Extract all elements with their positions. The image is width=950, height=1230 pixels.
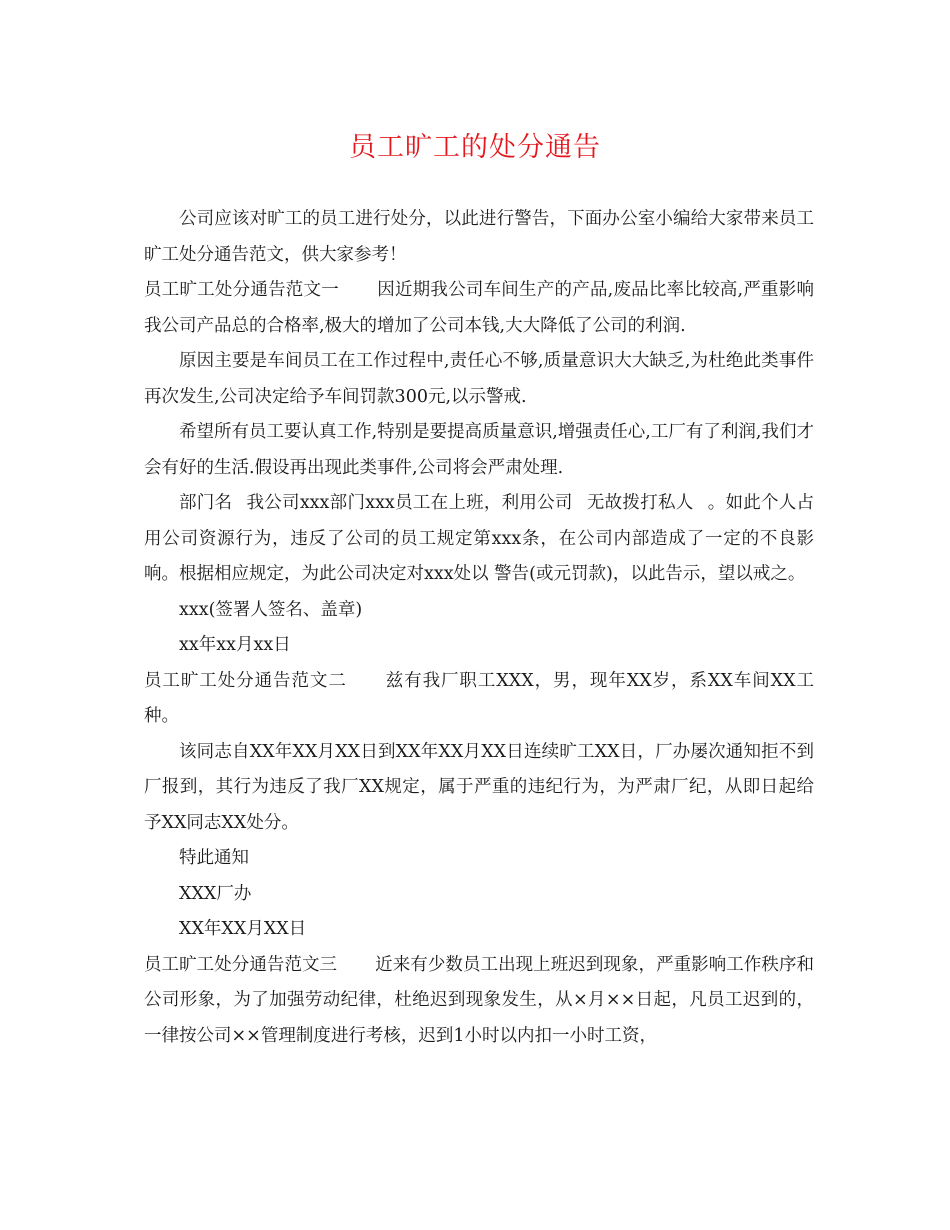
sample1-text-4a: 我公司xxx部门xxx员工在上班，利用公司 xyxy=(246,493,573,513)
sample2-heading: 员工旷工处分通告范文二 xyxy=(144,670,347,691)
document-title: 员工旷工的处分通告 xyxy=(349,132,601,163)
sample2-notice: 特此通知 xyxy=(179,848,249,868)
sample1-date: xx年xx月xx日 xyxy=(179,635,291,655)
sample3-paragraph-1 xyxy=(144,948,814,1055)
sample1-paragraph-2: 原因主要是车间员工在工作过程中,责任心不够,质量意识大大缺乏,为杜绝此类事件再次发生,公司决定给予车间罚款300元,以示警戒. xyxy=(144,351,814,407)
sample1-text-4c: 。如此个人占用公司资源行为，违反了公司的员工规定第xxx条，在公司内部造成了一定的不良影响。根据相应规定，为此公司决定对xxx处以 警告(或元罚款)，以此告示，望以戒之。 xyxy=(144,493,815,584)
sample2-issuer: XXX厂办 xyxy=(179,883,252,904)
sample2-paragraph-2: 该同志自XX年XX月XX日到XX年XX月XX日连续旷工XX日，厂办屡次通知拒不到厂报到，其行为违反了我厂XX规定，属于严重的违纪行为，为严肃厂纪，从即日起给予XX同志XX处分。 xyxy=(144,741,814,833)
sample3-heading: 员工旷工处分通告范文三 xyxy=(144,954,338,975)
sample1-paragraph-4 xyxy=(144,486,814,593)
sample1-heading: 员工旷工处分通告范文一 xyxy=(144,280,339,300)
sample1-paragraph-1 xyxy=(144,273,814,344)
document-body xyxy=(144,202,814,1054)
intro-paragraph: 公司应该对旷工的员工进行处分，以此进行警告，下面办公室小编给大家带来员工旷工处分通告范文，供大家参考！ xyxy=(144,209,814,265)
sample2-date: XX年XX月XX日 xyxy=(179,919,307,939)
sample1-paragraph-3: 希望所有员工要认真工作,特别是要提高质量意识,增强责任心,工厂有了利润,我们才会有好的生活.假设再出现此类事件,公司将会严肃处理. xyxy=(144,422,814,478)
sample1-text-4b: 无故拨打私人 xyxy=(586,493,694,513)
sample1-text-1: 因近期我公司车间生产的产品,废品比率比较高,严重影响我公司产品总的合格率,极大的增加了公司本钱,大大降低了公司的利润. xyxy=(144,280,815,336)
sample1-signature: xxx(签署人签名、盖章) xyxy=(179,599,363,620)
sample2-text-1: 兹有我厂职工XXX，男，现年XX岁，系XX车间XX工种。 xyxy=(144,670,814,726)
sample3-text-1: 近来有少数员工出现上班迟到现象，严重影响工作秩序和公司形象，为了加强劳动纪律，杜绝迟到现象发生，从×月××日起，凡员工迟到的，一律按公司××管理制度进行考核，迟到1小时以内扣一小时工资， xyxy=(144,954,815,1046)
sample2-paragraph-1 xyxy=(144,664,814,735)
department-name: 部门名 xyxy=(179,493,233,513)
